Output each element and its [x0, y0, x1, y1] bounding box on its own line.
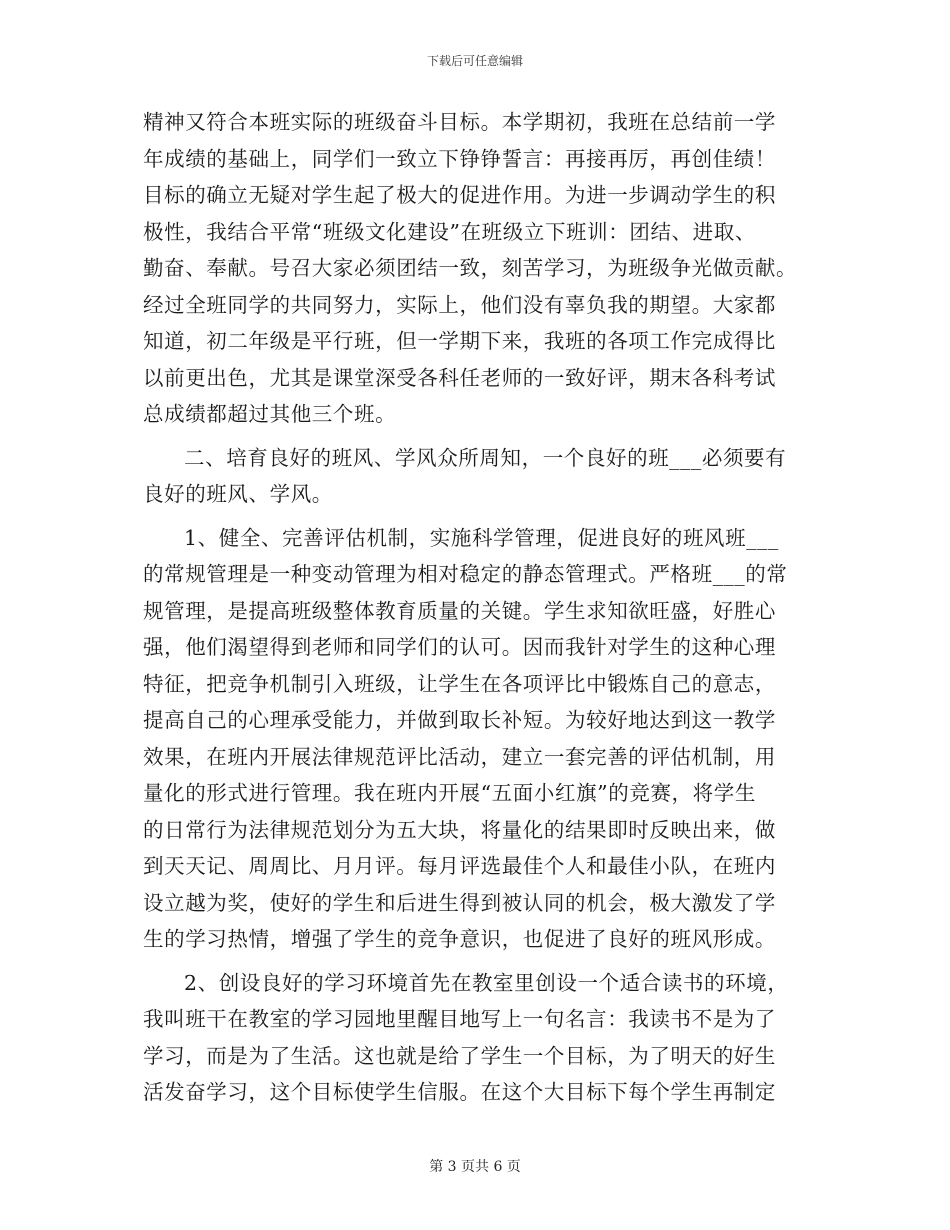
text-line: 活发奋学习，这个目标使学生信服。在这个大目标下每个学生再制定	[143, 1080, 776, 1104]
text-line: 设立越为奖，使好的学生和后进生得到被认同的机会，极大激发了学	[143, 890, 776, 915]
text-line: 二、培育良好的班风、学风众所周知，一个良好的班___必须要有	[184, 445, 787, 470]
text-line: 经过全班同学的共同努力，实际上，他们没有辜负我的期望。大家都	[143, 292, 776, 317]
text-line: 目标的确立无疑对学生起了极大的促进作用。为进一步调动学生的积	[143, 183, 776, 207]
text-line: 特征，把竞争机制引入班级，让学生在各项评比中锻炼自己的意志，	[143, 671, 776, 696]
paragraph-4	[143, 965, 799, 1111]
text-line: 良好的班风、学风。	[143, 482, 333, 506]
paragraph-1	[143, 104, 799, 433]
text-line: 我叫班干在教室的学习园地里醒目地写上一句名言：我读书不是为了	[143, 1007, 776, 1031]
text-line: 以前更出色，尤其是课堂深受各科任老师的一致好评，期末各科考试	[143, 365, 776, 390]
document-body	[143, 104, 799, 1111]
text-line: 量化的形式进行管理。我在班内开展“五面小红旗”的竞赛，将学生	[143, 781, 756, 805]
text-line: 的日常行为法律规范划分为五大块，将量化的结果即时反映出来，做	[143, 817, 776, 842]
text-line: 的常规管理是一种变动管理为相对稳定的静态管理式。严格班___的常	[143, 562, 788, 586]
text-line: 总成绩都超过其他三个班。	[143, 402, 397, 426]
text-line: 提高自己的心理承受能力，并做到取长补短。为较好地达到这一教学	[143, 708, 776, 732]
page-header: 下载后可任意编辑	[426, 54, 523, 68]
page-number-footer: 第 3 页共 6 页	[429, 1159, 521, 1175]
text-line: 极性，我结合平常“班级文化建设”在班级立下班训：团结、进取、	[143, 219, 756, 244]
text-line: 效果，在班内开展法律规范评比活动，建立一套完善的评估机制，用	[143, 744, 776, 769]
text-line: 强，他们渴望得到老师和同学们的认可。因而我针对学生的这种心理	[143, 635, 776, 659]
text-line: 到天天记、周周比、月月评。每月评选最佳个人和最佳小队，在班内	[143, 854, 776, 878]
paragraph-3	[143, 520, 799, 958]
text-line: 规管理，是提高班级整体教育质量的关键。学生求知欲旺盛，好胜心	[143, 598, 776, 623]
text-line: 学习，而是为了生活。这也就是给了学生一个目标，为了明天的好生	[143, 1043, 776, 1068]
paragraph-2-section-heading	[143, 440, 799, 513]
text-line: 勤奋、奉献。号召大家必须团结一致，刻苦学习，为班级争光做贡献。	[143, 256, 798, 280]
text-line: 精神又符合本班实际的班级奋斗目标。本学期初，我班在总结前一学	[143, 110, 776, 134]
text-line: 2、创设良好的学习环境首先在教室里创设一个适合读书的环境，	[184, 970, 789, 995]
text-line: 年成绩的基础上，同学们一致立下铮铮誓言：再接再厉，再创佳绩！	[143, 146, 776, 171]
text-line: 知道，初二年级是平行班，但一学期下来，我班的各项工作完成得比	[143, 329, 776, 353]
text-line: 生的学习热情，增强了学生的竞争意识，也促进了良好的班风形成。	[143, 927, 776, 951]
text-line: 1、健全、完善评估机制，实施科学管理，促进良好的班风班___	[184, 525, 779, 550]
